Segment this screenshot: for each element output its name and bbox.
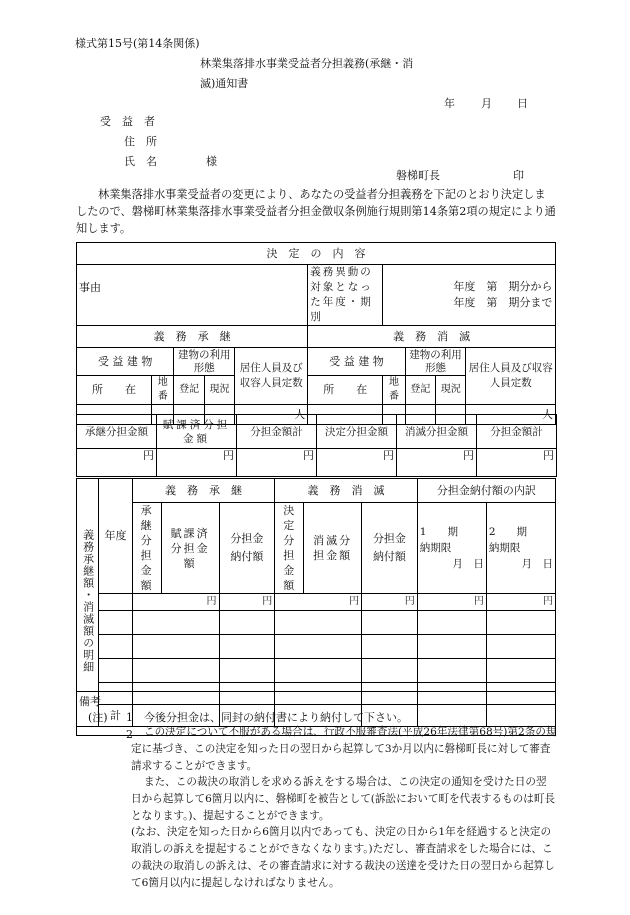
detail-side-label: 義務承継額・消滅額の明細	[81, 528, 95, 673]
amount-table	[76, 414, 557, 477]
detail-side-label-cell	[77, 479, 99, 727]
extinction-usage-label: 建物の利用形態	[405, 348, 466, 376]
col-extinct-amount: 消滅分担金額	[304, 503, 362, 594]
decided-amount-value: 円	[317, 449, 397, 477]
installment2-due: 納期限	[488, 542, 521, 554]
succession-persons-value: 人	[235, 405, 308, 425]
table-row	[77, 635, 556, 659]
detail-table	[76, 478, 556, 727]
extinction-persons-value: 人	[466, 405, 556, 425]
extinction-lot-label: 地番	[383, 376, 405, 405]
extinction-residents-label: 居住人員及び収容人員定数	[466, 348, 556, 405]
extinction-current-label: 現況	[436, 376, 466, 405]
detail-unit-succession: 円	[132, 594, 219, 611]
succession-registered-label: 登記	[174, 376, 204, 405]
installment1-date: 月 日	[452, 558, 484, 570]
detail-unit-installment1: 円	[417, 594, 486, 611]
reason-label: 事由	[79, 281, 101, 294]
name-label: 氏 名	[124, 155, 157, 168]
extinct-amount-value: 円	[397, 449, 477, 477]
payment-breakdown-header: 分担金納付額の内訳	[417, 479, 555, 503]
col-assessed-amount: 賦課済分担金額	[161, 503, 219, 594]
succession-amount-value: 円	[77, 449, 157, 477]
col-payment-amount2: 分担金納付額	[362, 503, 418, 594]
date-year: 年	[444, 97, 455, 110]
issuer-title: 磐梯町長	[396, 169, 440, 182]
note1-text: 今後分担金は、同封の納付書により納付して下さい。	[144, 711, 408, 724]
change-label: 義務異動の対象となった年度・期別	[308, 265, 383, 326]
detail-extinction-header: 義 務 消 滅	[275, 479, 418, 503]
col-payment-amount1: 分担金納付額	[219, 503, 275, 594]
extinction-registered-label: 登記	[405, 376, 435, 405]
remarks-label: 備考	[79, 695, 101, 708]
total-label: 計	[99, 705, 132, 727]
form-number: 様式第15号(第14条関係)	[75, 37, 200, 50]
document-title-line2: 滅)通知書	[200, 77, 249, 90]
detail-unit-installment2: 円	[486, 594, 555, 611]
seal-mark: 印	[513, 169, 524, 182]
col-decided-amount: 決定分担金額	[275, 503, 304, 594]
table-row	[77, 611, 556, 635]
table-row	[77, 659, 556, 683]
detail-succession-header: 義 務 承 継	[132, 479, 275, 503]
extinction-location-label: 所 在	[308, 376, 383, 405]
period-from: 年度 第 期分から	[453, 280, 553, 293]
detail-unit-payment1: 円	[219, 594, 275, 611]
succession-usage-label: 建物の利用形態	[174, 348, 235, 376]
period-cell	[383, 265, 556, 326]
installment2-date: 月 日	[521, 558, 553, 570]
extinction-total-value: 円	[477, 449, 557, 477]
note2-number: 2	[126, 728, 133, 741]
assessed-amount-label: 賦課済分担金額	[157, 415, 237, 449]
address-label: 住 所	[124, 135, 157, 148]
succession-lot-label: 地番	[152, 376, 174, 405]
succession-amount-label: 承継分担金額	[77, 415, 157, 449]
extinction-header: 義 務 消 滅	[308, 326, 556, 348]
installment1-due: 納期限	[419, 542, 452, 554]
extinction-building-label: 受 益 建 物	[308, 348, 405, 376]
beneficiary-label: 受 益 者	[100, 115, 155, 128]
detail-unit-extinction: 円	[275, 594, 362, 611]
assessed-amount-value: 円	[157, 449, 237, 477]
reason-cell	[77, 265, 308, 326]
extinct-amount-label: 消滅分担金額	[397, 415, 477, 449]
note2-text: この決定について不服がある場合は、行政不服審査法(平成26年法律第68号)第2条の規定に基づき、この決定を知った日の翌日から起算して3か月以内に磐梯町長に対して審査請求することができます。	[131, 726, 557, 772]
col-succession-amount: 承継分担金額	[132, 503, 161, 594]
note3-text: また、この裁決の取消しを求める訴えをする場合は、この決定の通知を受けた日の翌日から起算して6箇月以内に、磐梯町を被告として(訴訟において町を代表するものは町長となります。)、提起することができます。	[131, 776, 556, 822]
installment2-label: 2 期	[488, 526, 528, 538]
succession-residents-label: 居住人員及び収容人員定数	[235, 348, 308, 405]
succession-header: 義 務 承 継	[77, 326, 308, 348]
decision-table-top	[76, 242, 556, 425]
decided-amount-label: 決定分担金額	[317, 415, 397, 449]
succession-total-label: 分担金額計	[237, 415, 317, 449]
document-title-line1: 林業集落排水事業受益者分担義務(承継・消	[200, 57, 414, 70]
intro-text: 林業集落排水事業受益者の変更により、あなたの受益者分担義務を下記のとおり決定しましたので、磐梯町林業集落排水事業受益者分担金徴収条例施行規則第14条第2項の規定により通知します。	[76, 188, 556, 235]
note1-number: 1	[126, 711, 133, 724]
detail-year-1	[99, 594, 132, 611]
period-to: 年度 第 期分まで	[453, 296, 553, 309]
succession-total-value: 円	[237, 449, 317, 477]
note4-text: (なお、決定を知った日から6箇月以内であっても、決定の日から1年を経過すると決定の取消しの訴えを提起することができなくなります。)ただし、審査請求をした場合には、この裁決の取消しの訴えは、その審査請求に対する裁決の送達を受けた日の翌日から起算して6箇月以内に提起しなければなりません。	[131, 826, 555, 889]
installment1-label: 1 期	[419, 526, 458, 538]
fiscal-year-label: 年度	[99, 479, 132, 594]
extinction-total-label: 分担金額計	[477, 415, 557, 449]
date-day: 日	[517, 97, 528, 110]
date-month: 月	[481, 97, 492, 110]
notes-prefix: (注)	[88, 711, 108, 724]
decision-header: 決 定 の 内 容	[77, 243, 556, 265]
installment2-header	[486, 503, 555, 594]
detail-unit-payment2: 円	[362, 594, 418, 611]
succession-current-label: 現況	[204, 376, 234, 405]
honorific: 様	[206, 155, 217, 168]
succession-building-label: 受 益 建 物	[77, 348, 174, 376]
installment1-header	[417, 503, 486, 594]
succession-location-label: 所 在	[77, 376, 152, 405]
